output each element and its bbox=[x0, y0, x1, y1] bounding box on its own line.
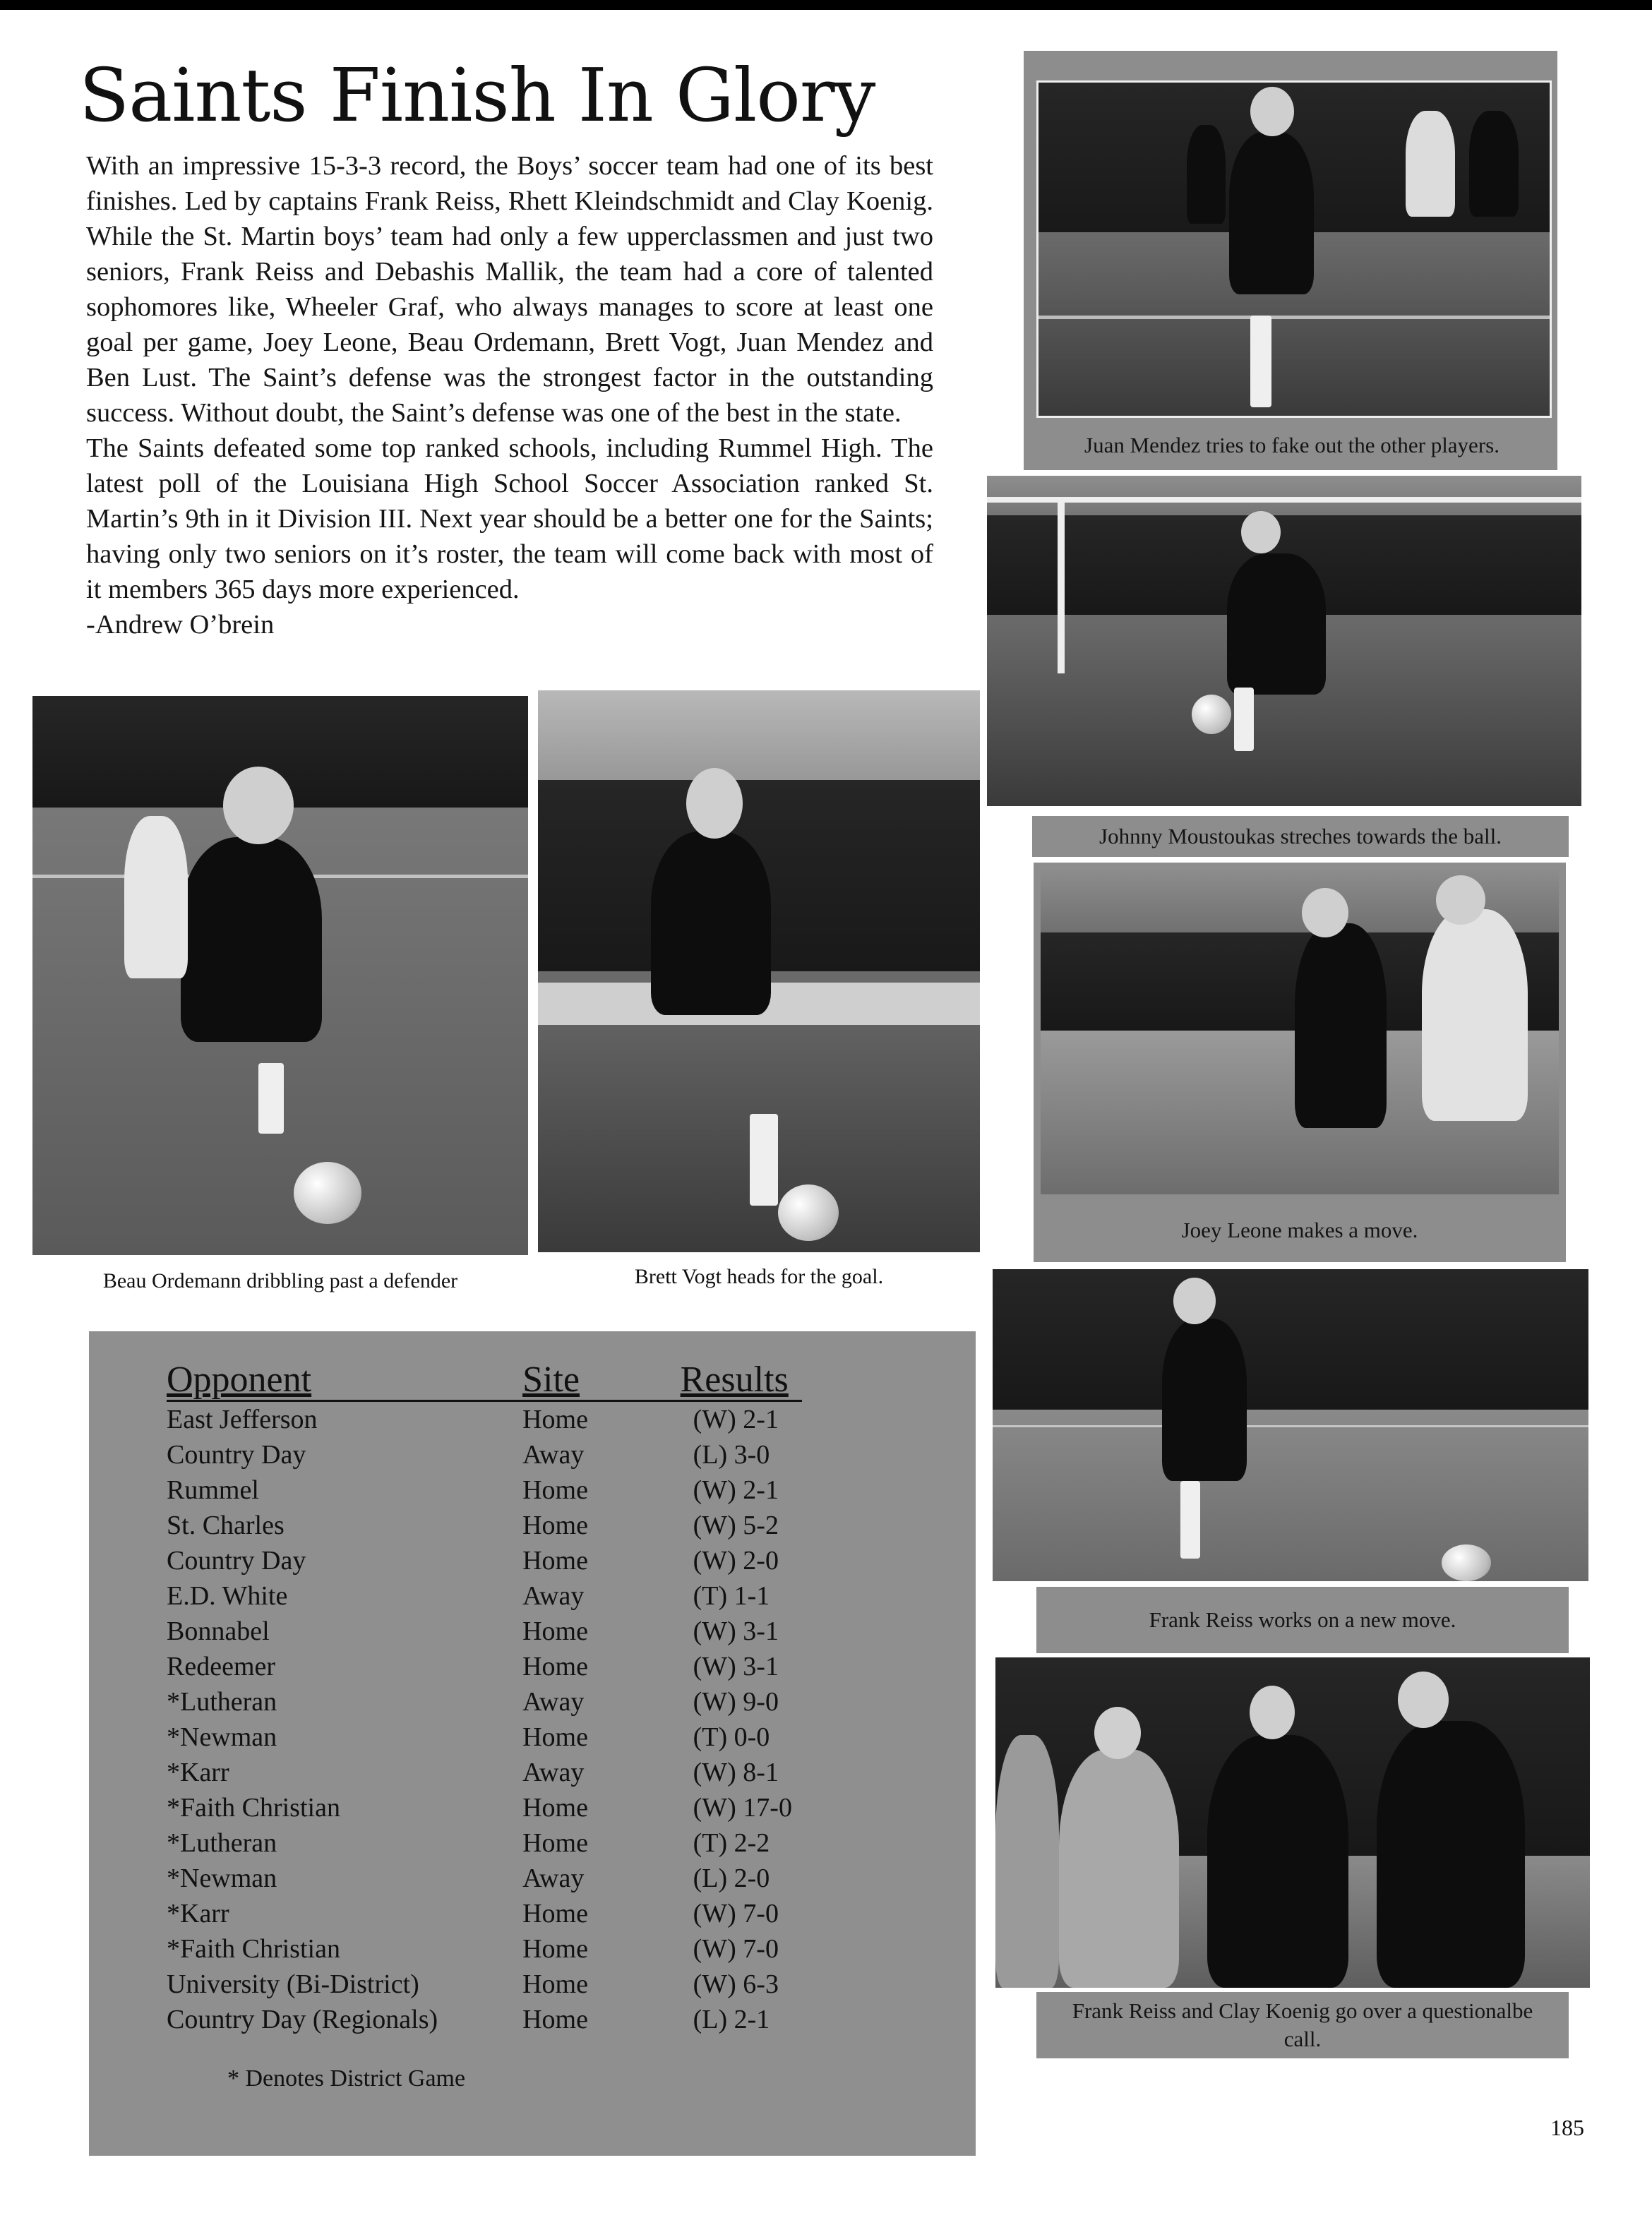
site-cell: Home bbox=[522, 1793, 588, 1823]
result-cell: (T) 2-2 bbox=[693, 1828, 770, 1858]
article-paragraph-1: With an impressive 15-3-3 record, the Boys’ soccer team had one of its best finishes. Led by captains Frank Reiss, Rhett Kleindschmidt and Clay Koenig. While the St. Martin boys’ team had only a few upperclassmen and just two seniors, Frank Reiss and Debashis Mallik, the team had a core of talented sophomores like, Wheeler Graf, who always manages to score at least one goal per game, Joey Leone, Beau Ordemann, Brett Vogt, Juan Mendez and Ben Lust. The Saint’s defense was the strongest factor in the outstanding success. Without doubt, the Saint’s defense was one of the best in the state. bbox=[86, 151, 933, 428]
result-cell: (W) 17-0 bbox=[693, 1793, 792, 1823]
result-cell: (W) 8-1 bbox=[693, 1758, 779, 1787]
header-opponent: Opponent bbox=[167, 1360, 312, 1400]
table-row bbox=[167, 1684, 873, 1720]
table-row bbox=[167, 1402, 873, 1437]
article-title: Saints Finish In Glory bbox=[79, 52, 875, 138]
opponent-cell: *Faith Christian bbox=[167, 1934, 340, 1964]
result-cell: (L) 2-0 bbox=[693, 1864, 770, 1893]
result-cell: (W) 7-0 bbox=[693, 1934, 779, 1964]
opponent-cell: Country Day (Regionals) bbox=[167, 2005, 438, 2034]
caption-frank-clay: Frank Reiss and Clay Koenig go over a questionalbe call. bbox=[1036, 1992, 1569, 2058]
site-cell: Away bbox=[522, 1758, 585, 1787]
opponent-cell: Country Day bbox=[167, 1440, 306, 1470]
site-cell: Home bbox=[522, 1475, 588, 1505]
photo-beau-ordemann bbox=[32, 696, 528, 1255]
opponent-cell: *Newman bbox=[167, 1864, 277, 1893]
site-cell: Home bbox=[522, 1899, 588, 1928]
opponent-cell: East Jefferson bbox=[167, 1405, 318, 1434]
site-cell: Home bbox=[522, 1652, 588, 1681]
opponent-cell: *Lutheran bbox=[167, 1828, 277, 1858]
article-paragraph-2: The Saints defeated some top ranked schools, including Rummel High. The latest poll of the Louisiana High School Soccer Association ranked St. Martin’s 9th in it Division III. Next year should be a better one for the Saints; having only two seniors on it’s roster, the team will come back with most of it members 365 days more experienced. bbox=[86, 433, 933, 604]
table-row bbox=[167, 1825, 873, 1861]
opponent-cell: *Karr bbox=[167, 1758, 229, 1787]
result-cell: (T) 0-0 bbox=[693, 1722, 770, 1752]
site-cell: Home bbox=[522, 2005, 588, 2034]
header-results: Results bbox=[680, 1360, 789, 1400]
table-row bbox=[167, 1508, 873, 1543]
site-cell: Away bbox=[522, 1440, 585, 1470]
results-header-row bbox=[167, 1360, 873, 1402]
site-cell: Home bbox=[522, 1969, 588, 1999]
site-cell: Home bbox=[522, 1722, 588, 1752]
result-cell: (L) 3-0 bbox=[693, 1440, 770, 1470]
opponent-cell: *Faith Christian bbox=[167, 1793, 340, 1823]
result-cell: (W) 2-1 bbox=[693, 1475, 779, 1505]
site-cell: Away bbox=[522, 1864, 585, 1893]
opponent-cell: *Karr bbox=[167, 1899, 229, 1928]
opponent-cell: Rummel bbox=[167, 1475, 259, 1505]
site-cell: Home bbox=[522, 1828, 588, 1858]
site-cell: Away bbox=[522, 1687, 585, 1717]
table-row bbox=[167, 1649, 873, 1684]
article-byline: -Andrew O’brein bbox=[86, 610, 275, 640]
result-cell: (W) 3-1 bbox=[693, 1616, 779, 1646]
photo-frank-clay bbox=[995, 1657, 1590, 1988]
photo-juan-mendez bbox=[1036, 80, 1552, 418]
table-row bbox=[167, 1861, 873, 1896]
table-row bbox=[167, 1720, 873, 1755]
result-cell: (T) 1-1 bbox=[693, 1581, 770, 1611]
opponent-cell: Country Day bbox=[167, 1546, 306, 1576]
page-number: 185 bbox=[1550, 2115, 1584, 2140]
article-body bbox=[86, 148, 933, 642]
table-row bbox=[167, 1543, 873, 1578]
opponent-cell: *Newman bbox=[167, 1722, 277, 1752]
caption-joey-leone: Joey Leone makes a move. bbox=[1034, 1207, 1566, 1254]
photo-brett-vogt bbox=[538, 690, 980, 1252]
table-row bbox=[167, 1896, 873, 1931]
table-row bbox=[167, 1472, 873, 1508]
table-row bbox=[167, 1578, 873, 1614]
caption-beau-ordemann: Beau Ordemann dribbling past a defender bbox=[102, 1269, 458, 1292]
photo-joey-leone bbox=[1041, 867, 1559, 1194]
results-body bbox=[167, 1402, 873, 2037]
opponent-cell: Redeemer bbox=[167, 1652, 276, 1681]
photo-johnny-moustoukas bbox=[987, 476, 1581, 806]
results-panel bbox=[89, 1331, 976, 2156]
table-row bbox=[167, 2002, 873, 2037]
result-cell: (W) 6-3 bbox=[693, 1969, 779, 1999]
photo-frame-juan bbox=[1024, 51, 1557, 470]
caption-brett-vogt: Brett Vogt heads for the goal. bbox=[634, 1265, 884, 1288]
result-cell: (W) 7-0 bbox=[693, 1899, 779, 1928]
table-row bbox=[167, 1967, 873, 2002]
photo-frame-joey bbox=[1034, 863, 1566, 1262]
top-border bbox=[0, 0, 1652, 10]
result-cell: (L) 2-1 bbox=[693, 2005, 770, 2034]
site-cell: Away bbox=[522, 1581, 585, 1611]
result-cell: (W) 3-1 bbox=[693, 1652, 779, 1681]
opponent-cell: University (Bi-District) bbox=[167, 1969, 419, 1999]
site-cell: Home bbox=[522, 1616, 588, 1646]
table-row bbox=[167, 1755, 873, 1790]
table-row bbox=[167, 1437, 873, 1472]
site-cell: Home bbox=[522, 1934, 588, 1964]
district-footnote: * Denotes District Game bbox=[227, 2065, 466, 2092]
caption-frank-reiss: Frank Reiss works on a new move. bbox=[1036, 1587, 1569, 1653]
table-row bbox=[167, 1931, 873, 1967]
result-cell: (W) 5-2 bbox=[693, 1511, 779, 1540]
result-cell: (W) 2-1 bbox=[693, 1405, 779, 1434]
table-row bbox=[167, 1614, 873, 1649]
opponent-cell: Bonnabel bbox=[167, 1616, 270, 1646]
site-cell: Home bbox=[522, 1511, 588, 1540]
opponent-cell: St. Charles bbox=[167, 1511, 285, 1540]
photo-frank-reiss bbox=[993, 1269, 1588, 1581]
site-cell: Home bbox=[522, 1405, 588, 1434]
header-site: Site bbox=[522, 1360, 580, 1400]
table-row bbox=[167, 1790, 873, 1825]
site-cell: Home bbox=[522, 1546, 588, 1576]
caption-juan-mendez: Juan Mendez tries to fake out the other players. bbox=[1036, 429, 1548, 462]
results-table bbox=[167, 1360, 873, 2037]
result-cell: (W) 9-0 bbox=[693, 1687, 779, 1717]
caption-johnny-moustoukas: Johnny Moustoukas streches towards the ball. bbox=[1032, 816, 1569, 857]
result-cell: (W) 2-0 bbox=[693, 1546, 779, 1576]
opponent-cell: *Lutheran bbox=[167, 1687, 277, 1717]
opponent-cell: E.D. White bbox=[167, 1581, 288, 1611]
